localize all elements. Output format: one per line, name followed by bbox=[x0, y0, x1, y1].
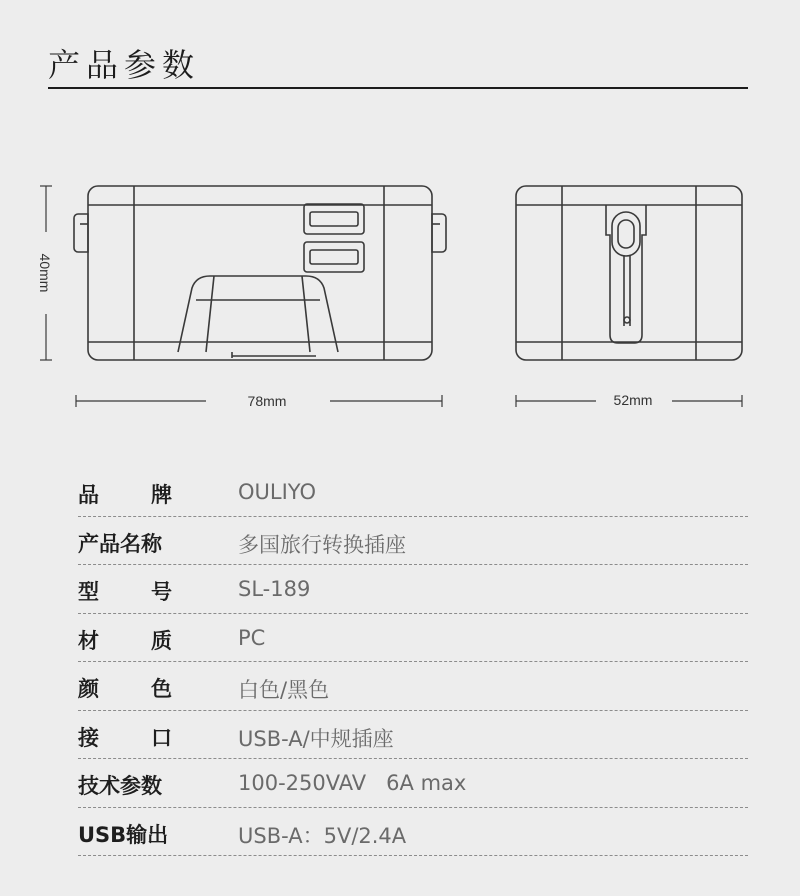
width-dimension-label: 78mm bbox=[247, 393, 287, 409]
front-plug-recess bbox=[178, 276, 338, 358]
spec-row-brand bbox=[78, 468, 748, 517]
spec-label-part: 材 bbox=[78, 628, 99, 653]
spec-label bbox=[78, 722, 172, 752]
spec-row-product-name bbox=[78, 517, 748, 566]
side-slider-track bbox=[606, 205, 646, 343]
spec-value: SL-189 bbox=[238, 577, 311, 601]
spec-value: 多国旅行转换插座 bbox=[238, 532, 406, 557]
title-divider bbox=[48, 87, 748, 89]
spec-value: USB-A/中规插座 bbox=[238, 726, 394, 751]
usb-port-bottom bbox=[304, 242, 364, 272]
spec-table bbox=[78, 468, 748, 856]
spec-value: OULIYO bbox=[238, 480, 317, 504]
spec-label-part: 质 bbox=[151, 628, 172, 653]
front-view-outline bbox=[74, 186, 446, 360]
spec-label-part: 产品名称 bbox=[78, 531, 162, 556]
spec-row-color bbox=[78, 662, 748, 711]
spec-label bbox=[78, 673, 172, 703]
spec-label-part: 颜 bbox=[78, 677, 99, 701]
spec-label-part: 技术参数 bbox=[78, 774, 162, 798]
spec-label-part: 色 bbox=[151, 677, 172, 701]
spec-label bbox=[78, 528, 172, 558]
spec-row-usb-output bbox=[78, 808, 748, 857]
spec-value: 100-250VAV 6A max bbox=[238, 771, 467, 795]
spec-label-part: 牌 bbox=[151, 483, 172, 507]
spec-value: PC bbox=[238, 625, 266, 650]
spec-row-model bbox=[78, 565, 748, 614]
product-dimension-drawing bbox=[0, 170, 800, 430]
spec-label bbox=[78, 479, 172, 509]
spec-label-part: 型 bbox=[78, 580, 99, 604]
spec-label-part: USB输出 bbox=[78, 822, 169, 847]
spec-row-technical bbox=[78, 759, 748, 808]
height-dimension-label: 40mm bbox=[37, 253, 53, 293]
spec-label-part: 口 bbox=[151, 725, 172, 750]
spec-label bbox=[78, 819, 172, 849]
depth-dimension-label: 52mm bbox=[613, 392, 653, 408]
spec-value: 白色/黑色 bbox=[238, 678, 330, 702]
usb-port-top bbox=[304, 204, 364, 234]
page-title: 产品参数 bbox=[48, 46, 201, 84]
spec-label bbox=[78, 625, 172, 655]
spec-row-material bbox=[78, 614, 748, 663]
spec-row-interface bbox=[78, 711, 748, 760]
spec-value: USB-A：5V/2.4A bbox=[238, 823, 407, 848]
spec-label-part: 接 bbox=[78, 725, 99, 750]
spec-label bbox=[78, 770, 172, 800]
spec-label-part: 品 bbox=[78, 483, 99, 507]
spec-label bbox=[78, 576, 172, 606]
spec-label-part: 号 bbox=[151, 580, 172, 604]
